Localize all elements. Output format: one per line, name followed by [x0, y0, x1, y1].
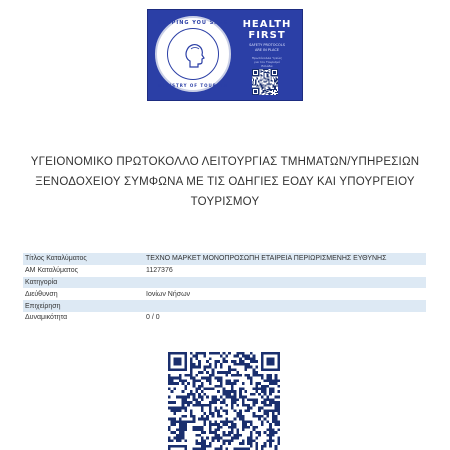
seal-top-text: KEEPING YOU SAFE — [157, 20, 229, 26]
row-value: 1127376 — [144, 265, 426, 277]
row-label: Δυναμικότητα — [23, 312, 144, 324]
row-label: Επιχείρηση — [23, 300, 144, 312]
page-title-line-3: ΤΟΥΡΙΣΜΟΥ — [190, 196, 260, 208]
row-label: Διεύθυνση — [23, 288, 144, 300]
row-value: ΤΕΧΝΟ ΜΑΡΚΕΤ ΜΟΝΟΠΡΟΣΩΠΗ ΕΤΑΙΡΕΙΑ ΠΕΡΙΩΡΙΣΜΕΝΗΣ ΕΥΘΥΝΗΣ — [144, 253, 426, 265]
health-first-badge — [147, 9, 303, 101]
table-row — [23, 277, 426, 289]
table-row — [23, 300, 426, 312]
badge-title-first: FIRST — [248, 30, 286, 41]
qr-code-icon — [252, 69, 278, 95]
seal-inner-ring — [167, 28, 219, 80]
row-value: Ιονίων Νήσων — [144, 288, 426, 300]
qr-code-icon — [168, 352, 280, 450]
row-label: ΑΜ Καταλύματος — [23, 265, 144, 277]
row-value: 0 / 0 — [144, 312, 426, 324]
badge-small-text-3: Ελλάδα — [261, 64, 273, 68]
badge-subtitle-1: SAFETY PROTOCOLS — [249, 43, 285, 47]
table-row — [23, 253, 426, 265]
table-row — [23, 312, 426, 324]
seal-bottom-text: MINISTRY OF TOURISM — [157, 83, 229, 88]
head-profile-icon — [182, 41, 206, 69]
badge-small-text-1: Πρωτόκολλα Υγείας — [251, 56, 283, 60]
badge-small-text-2: για τον Τουρισμό — [254, 60, 280, 64]
page-title-line-1: ΥΓΕΙΟΝΟΜΙΚΟ ΠΡΩΤΟΚΟΛΛΟ ΛΕΙΤΟΥΡΓΙΑΣ ΤΜΗΜΑΤΩΝ/ΥΠΗΡΕΣΙΩΝ — [30, 156, 420, 168]
accommodation-info-table — [23, 253, 426, 324]
row-label: Κατηγορία — [23, 277, 144, 289]
badge-title-health: HEALTH — [242, 19, 292, 30]
table-row — [23, 265, 426, 277]
table-row — [23, 288, 426, 300]
row-value — [144, 300, 426, 312]
row-value — [144, 277, 426, 289]
ministry-seal-icon — [155, 16, 231, 92]
row-label: Τίτλος Καταλύματος — [23, 253, 144, 265]
badge-subtitle-2: ARE IN PLACE — [254, 48, 280, 52]
page-title-line-2: ΞΕΝΟΔΟΧΕΙΟΥ ΣΥΜΦΩΝΑ ΜΕ ΤΙΣ ΟΔΗΓΙΕΣ ΕΟΔΥ ΚΑΙ ΥΠΟΥΡΓΕΙΟΥ — [35, 176, 415, 188]
